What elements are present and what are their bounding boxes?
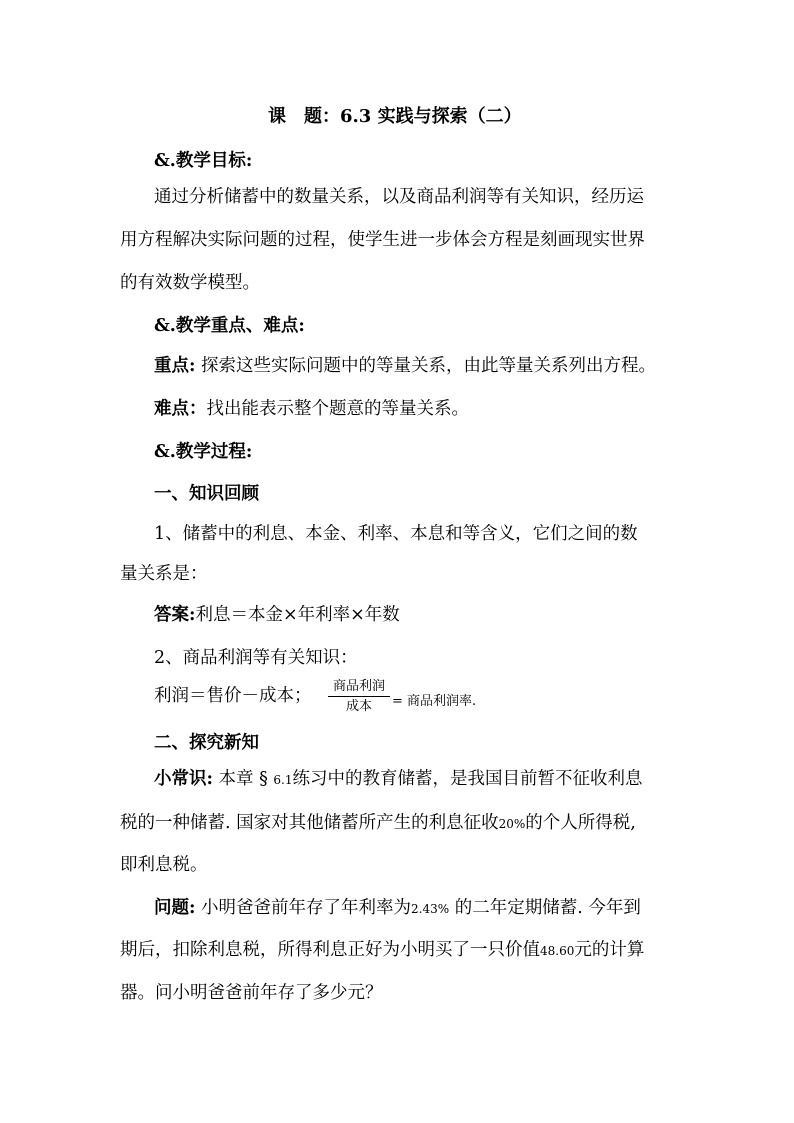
- question-text-2a: 期后，扣除利息税，所得利息正好为小明买了一只价值: [120, 940, 540, 960]
- tip-text-2b: 的个人所得税,: [525, 813, 636, 833]
- goals-heading: &.教学目标:: [154, 151, 253, 171]
- profit-formula: 利润＝售价－成本；: [154, 686, 312, 706]
- question-text-1a: 小明爸爸前年存了年利率为: [195, 898, 412, 918]
- question-text-2b: 元的计算: [574, 940, 645, 960]
- question-label: 问题:: [154, 898, 196, 918]
- goals-line-3: 的有效数学模型。: [120, 273, 260, 293]
- tip-label: 小常识:: [154, 769, 213, 789]
- difficulty-line: [154, 401, 469, 419]
- review-item-1-line-1: 1、储蓄中的利息、本金、利率、本息和等含义，它们之间的数: [154, 524, 638, 544]
- focus-text: 探索这些实际问题中的等量关系，由此等量关系列出方程。: [195, 356, 657, 376]
- tip-tax-rate: 20%: [498, 817, 526, 831]
- question-line-3: 器。问小明爸爸前年存了多少元？: [120, 983, 383, 1003]
- key-points-heading: &.教学重点、难点:: [154, 316, 305, 336]
- answer-line: [154, 607, 400, 625]
- fraction-denominator: 成本: [345, 699, 372, 714]
- question-price: 48.60: [540, 944, 575, 958]
- tip-text-1b: 练习中的教育储蓄，是我国目前暂不征收利息: [292, 769, 643, 789]
- focus-label: 重点:: [154, 356, 196, 376]
- tip-text-2a: 税的一种储蓄. 国家对其他储蓄所产生的利息征收: [120, 813, 499, 833]
- profit-rate-fraction: [328, 680, 390, 713]
- review-item-2: 2、商品利润等有关知识：: [154, 648, 358, 668]
- lesson-title: 课 题：6.3 实践与探索（二）: [268, 106, 522, 127]
- focus-line: [154, 358, 656, 376]
- fraction-numerator: 商品利润: [328, 680, 390, 697]
- answer-text: 利息＝本金×年利率×年数: [195, 605, 400, 625]
- answer-label: 答案:: [154, 605, 196, 625]
- goals-line-1: 通过分析储蓄中的数量关系，以及商品利润等有关知识，经历运: [154, 187, 644, 207]
- process-heading: &.教学过程:: [154, 442, 253, 462]
- tip-line-3: 即利息税。: [120, 855, 208, 875]
- fraction-result: = 商品利润率.: [392, 694, 477, 709]
- tip-text-1a: 本章 §: [212, 769, 274, 789]
- review-item-1-line-2: 量关系是：: [120, 564, 208, 584]
- question-line-2: [120, 942, 644, 960]
- question-line-1: [154, 900, 641, 918]
- tip-line-1: [154, 771, 643, 789]
- goals-line-2: 用方程解决实际问题的过程，使学生进一步体会方程是刻画现实世界: [120, 230, 645, 250]
- section-explore: 二、探究新知: [154, 733, 259, 753]
- question-rate: 2.43%: [411, 902, 450, 916]
- tip-line-2: [120, 815, 636, 833]
- tip-section-number: 6.1: [273, 773, 293, 787]
- difficulty-text: 找出能表示整个题意的等量关系。: [206, 399, 469, 419]
- question-text-1b: 的二年定期储蓄. 今年到: [449, 898, 641, 918]
- section-review: 一、知识回顾: [154, 484, 259, 504]
- difficulty-label: 难点：: [154, 399, 207, 419]
